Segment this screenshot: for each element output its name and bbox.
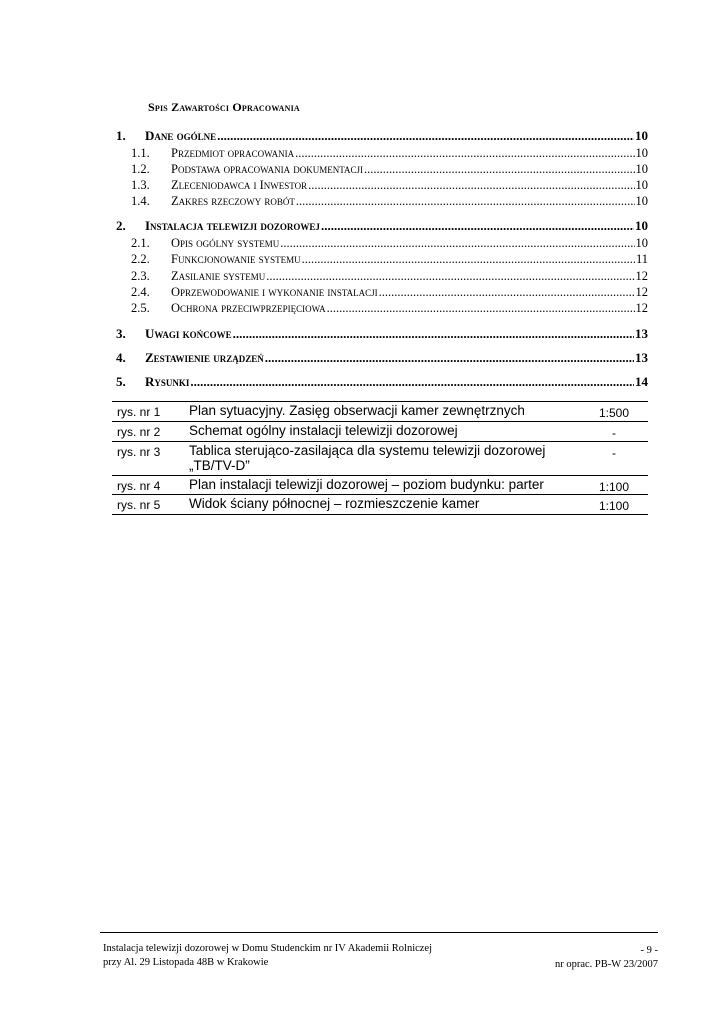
- toc-entry-label: Oprzewodowanie i wykonanie instalacji: [171, 285, 378, 299]
- toc-entry[interactable]: [116, 161, 648, 177]
- toc-entry-number: 5.: [116, 374, 126, 389]
- toc-entry-label: Podstawa opracowania dokumentacji: [171, 162, 364, 176]
- drawing-description: Plan sytuacyjny. Zasięg obserwacji kamer zewnętrznych: [189, 403, 525, 418]
- drawing-number: rys. nr 1: [117, 405, 161, 419]
- footer-page-info: [458, 944, 658, 972]
- drawing-number: rys. nr 2: [117, 425, 161, 439]
- toc-entry-number: 1.: [116, 128, 126, 143]
- toc-entry-number: 1.2.: [131, 162, 150, 176]
- drawing-description: Tablica sterująco-zasilająca dla systemu telewizji dozorowej „TB/TV-D”: [189, 443, 546, 473]
- toc-entry-page: 10: [635, 128, 648, 143]
- toc-entry-number: 2.4.: [131, 285, 150, 299]
- toc-entry-label: Przedmiot opracowania: [171, 146, 295, 160]
- toc-entry-number: 1.1.: [131, 146, 150, 160]
- toc-entry-number: 2.2.: [131, 252, 150, 266]
- toc-entry[interactable]: [116, 193, 648, 209]
- toc-entry-label: Rysunki: [145, 374, 190, 389]
- toc-entry-number: 2.1.: [131, 236, 150, 250]
- drawing-description: Widok ściany północnej – rozmieszczenie kamer: [189, 496, 480, 511]
- toc-entry[interactable]: [116, 128, 648, 144]
- toc-entry[interactable]: [116, 350, 648, 366]
- drawing-scale: 1:500: [598, 406, 630, 420]
- footer-project-line2: przy Al. 29 Listopada 48B w Krakowie: [103, 957, 269, 968]
- toc-entry-page: 10: [635, 178, 648, 192]
- toc-entry[interactable]: [116, 145, 648, 161]
- drawing-scale: -: [612, 446, 616, 460]
- toc-leader-dots: [308, 177, 634, 193]
- toc-entry-page: 10: [635, 236, 648, 250]
- toc-entry-number: 2.5.: [131, 301, 150, 315]
- toc-leader-dots: [379, 284, 635, 300]
- page-number: - 9 -: [640, 945, 658, 956]
- toc-leader-dots: [296, 193, 635, 209]
- toc-entry[interactable]: [116, 300, 648, 316]
- toc-entry-number: 1.4.: [131, 194, 150, 208]
- toc-entry-label: Dane ogólne: [145, 128, 217, 143]
- toc-leader-dots: [327, 300, 635, 316]
- toc-entry-number: 2.3.: [131, 269, 150, 283]
- drawing-scale: 1:100: [598, 499, 630, 513]
- toc-entry-page: 10: [635, 218, 648, 233]
- toc-entry[interactable]: [116, 251, 648, 267]
- toc-entry-label: Zasilanie systemu: [171, 269, 266, 283]
- toc-entry-number: 1.3.: [131, 178, 150, 192]
- drawing-scale: -: [612, 426, 616, 440]
- toc-title: Spis Zawartości Opracowania: [148, 100, 300, 114]
- toc-entry[interactable]: [116, 326, 648, 342]
- drawing-number: rys. nr 3: [117, 445, 161, 459]
- toc-entry[interactable]: [116, 284, 648, 300]
- toc-leader-dots: [190, 374, 634, 390]
- toc-leader-dots: [364, 161, 634, 177]
- toc-leader-dots: [266, 268, 634, 284]
- drawing-description: Schemat ogólny instalacji telewizji dozorowej: [189, 423, 458, 438]
- drawing-description: Plan instalacji telewizji dozorowej – poziom budynku: parter: [189, 477, 544, 492]
- toc-entry-label: Opis ogólny systemu: [171, 236, 280, 250]
- toc-entry[interactable]: [116, 235, 648, 251]
- toc-entry-label: Zakres rzeczowy robót: [171, 194, 295, 208]
- drawing-scale: 1:100: [598, 480, 630, 494]
- toc-leader-dots: [302, 251, 635, 267]
- toc-entry-page: 10: [635, 146, 648, 160]
- toc-entry-number: 2.: [116, 218, 126, 233]
- table-row: [112, 495, 648, 515]
- footer-divider: [100, 932, 658, 933]
- toc-entry-page: 12: [635, 285, 648, 299]
- drawing-number: rys. nr 5: [117, 498, 161, 512]
- toc-entry-number: 3.: [116, 326, 126, 341]
- toc-entry-label: Instalacja telewizji dozorowej: [145, 218, 320, 233]
- toc-entry-number: 4.: [116, 350, 126, 365]
- toc-entry-page: 10: [635, 194, 648, 208]
- toc-entry[interactable]: [116, 268, 648, 284]
- document-number: nr oprac. PB-W 23/2007: [554, 959, 658, 970]
- drawing-number: rys. nr 4: [117, 479, 161, 493]
- table-row: [112, 422, 648, 442]
- table-row: [112, 476, 648, 495]
- toc-leader-dots: [233, 326, 634, 342]
- toc-entry-label: Funkcjonowanie systemu: [171, 252, 301, 266]
- toc-entry-label: Ochrona przeciwprzepięciowa: [171, 301, 326, 315]
- toc-entry[interactable]: [116, 374, 648, 390]
- toc-entry-page: 12: [635, 269, 648, 283]
- toc-entry-page: 10: [635, 162, 648, 176]
- toc-entry-label: Zestawienie urządzeń: [145, 350, 264, 365]
- drawings-table: [112, 401, 648, 515]
- toc-leader-dots: [321, 218, 634, 234]
- table-row: [112, 402, 648, 422]
- toc-leader-dots: [295, 145, 634, 161]
- toc-entry-page: 13: [635, 350, 648, 365]
- toc-entry-page: 12: [635, 301, 648, 315]
- footer-project-line1: Instalacja telewizji dozorowej w Domu Studenckim nr IV Akademii Rolniczej: [103, 943, 433, 954]
- toc-leader-dots: [217, 128, 634, 144]
- toc-entry-page: 14: [635, 374, 648, 389]
- toc-entry[interactable]: [116, 177, 648, 193]
- table-row: [112, 442, 648, 476]
- toc-entry-page: 13: [635, 326, 648, 341]
- toc-leader-dots: [280, 235, 634, 251]
- toc-entry-page: 11: [635, 252, 648, 266]
- toc-leader-dots: [265, 350, 634, 366]
- toc-entry[interactable]: [116, 218, 648, 234]
- toc-entry-label: Uwagi końcowe: [145, 326, 232, 341]
- toc-entry-label: Zleceniodawca i Inwestor: [171, 178, 308, 192]
